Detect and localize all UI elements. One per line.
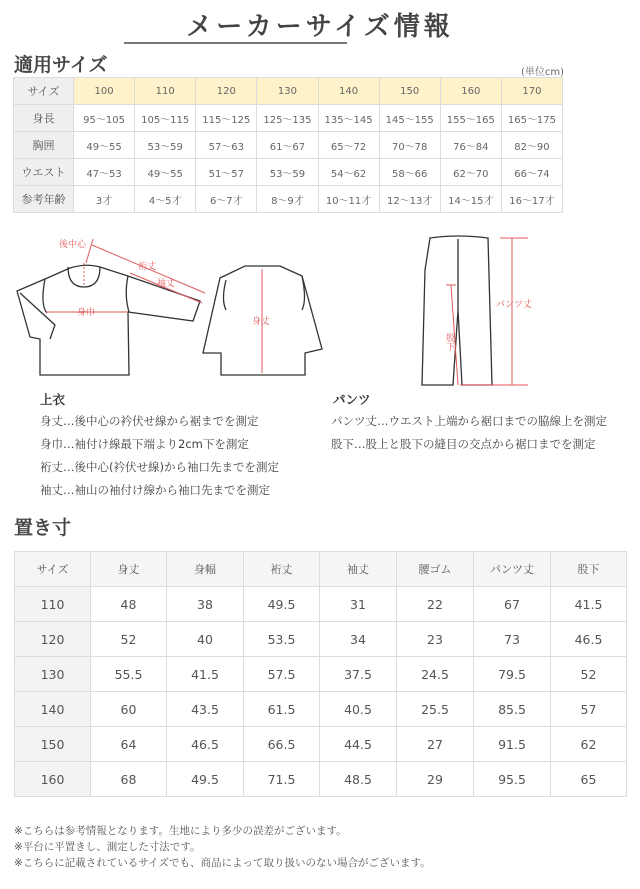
table-cell: 40.5 xyxy=(320,692,397,727)
column-header: 身丈 xyxy=(91,552,167,587)
size-cell: 140 xyxy=(318,78,379,105)
table-cell: 46.5 xyxy=(551,622,627,657)
table-cell: 27 xyxy=(397,727,474,762)
table-cell: 61〜67 xyxy=(257,132,318,159)
table-cell: 145〜155 xyxy=(379,105,440,132)
table-cell: 48 xyxy=(91,587,167,622)
table-row xyxy=(15,657,627,692)
table-cell: 49.5 xyxy=(167,762,244,797)
size-cell: 120 xyxy=(15,622,91,657)
pants-heading: パンツ xyxy=(333,392,371,407)
table-cell: 48.5 xyxy=(320,762,397,797)
table-cell: 52 xyxy=(551,657,627,692)
tops-line: 裄丈…後中心(衿伏せ線)から袖口先までを測定 xyxy=(40,460,279,474)
table-row xyxy=(15,587,627,622)
table-cell: 41.5 xyxy=(551,587,627,622)
column-header: サイズ xyxy=(15,552,91,587)
table-cell: 14〜15才 xyxy=(440,186,501,213)
size-cell: 150 xyxy=(379,78,440,105)
table-cell: 95.5 xyxy=(474,762,551,797)
tops-line: 身丈…後中心の衿伏せ線から裾までを測定 xyxy=(40,414,259,428)
applicable-size-heading: 適用サイズ xyxy=(14,54,108,76)
table-cell: 68 xyxy=(91,762,167,797)
pants-diagram xyxy=(400,225,560,395)
table-cell: 4〜5才 xyxy=(135,186,196,213)
page-title: メーカーサイズ情報 xyxy=(186,12,454,42)
size-cell: 120 xyxy=(196,78,257,105)
label-length: 身丈 xyxy=(252,317,271,327)
column-header: 袖丈 xyxy=(320,552,397,587)
table-cell: 16〜17才 xyxy=(501,186,562,213)
column-header: 身幅 xyxy=(167,552,244,587)
table-cell: 49〜55 xyxy=(74,132,135,159)
table-cell: 8〜9才 xyxy=(257,186,318,213)
table-cell: 51〜57 xyxy=(196,159,257,186)
header-cell: サイズ xyxy=(14,78,74,105)
table-cell: 76〜84 xyxy=(440,132,501,159)
table-cell: 62 xyxy=(551,727,627,762)
table-cell: 58〜66 xyxy=(379,159,440,186)
column-header: 股下 xyxy=(551,552,627,587)
pants-icon xyxy=(422,236,492,385)
table-cell: 22 xyxy=(397,587,474,622)
label-yuki: 裄丈 xyxy=(138,262,157,272)
table-cell: 65〜72 xyxy=(318,132,379,159)
row-label: 参考年齢 xyxy=(14,186,74,213)
table-cell: 64 xyxy=(91,727,167,762)
table-cell: 53〜59 xyxy=(257,159,318,186)
pants-line: 股下…股上と股下の縫目の交点から裾口までを測定 xyxy=(331,437,596,451)
table-row xyxy=(14,132,563,159)
table-cell: 125〜135 xyxy=(257,105,318,132)
table-header-row xyxy=(14,78,563,105)
table-row xyxy=(14,186,563,213)
flat-size-table xyxy=(14,551,627,797)
table-cell: 71.5 xyxy=(244,762,320,797)
table-cell: 34 xyxy=(320,622,397,657)
table-cell: 66.5 xyxy=(244,727,320,762)
table-cell: 57〜63 xyxy=(196,132,257,159)
table-cell: 62〜70 xyxy=(440,159,501,186)
column-header: 腰ゴム xyxy=(397,552,474,587)
flat-size-heading: 置き寸 xyxy=(14,517,72,539)
column-header: 裄丈 xyxy=(244,552,320,587)
size-cell: 140 xyxy=(15,692,91,727)
note-line: ※こちらに記載されているサイズでも、商品によって取り扱いのない場合がございます。 xyxy=(14,857,431,869)
table-cell: 43.5 xyxy=(167,692,244,727)
table-cell: 29 xyxy=(397,762,474,797)
table-header-row xyxy=(15,552,627,587)
table-cell: 37.5 xyxy=(320,657,397,692)
size-cell: 100 xyxy=(74,78,135,105)
table-cell: 38 xyxy=(167,587,244,622)
tops-heading: 上衣 xyxy=(40,392,66,407)
size-cell: 150 xyxy=(15,727,91,762)
table-cell: 155〜165 xyxy=(440,105,501,132)
table-cell: 79.5 xyxy=(474,657,551,692)
applicable-size-table xyxy=(13,77,563,213)
measurement-lines xyxy=(46,239,262,373)
table-cell: 82〜90 xyxy=(501,132,562,159)
table-cell: 24.5 xyxy=(397,657,474,692)
table-cell: 52 xyxy=(91,622,167,657)
table-cell: 12〜13才 xyxy=(379,186,440,213)
size-cell: 170 xyxy=(501,78,562,105)
table-cell: 73 xyxy=(474,622,551,657)
table-cell: 57.5 xyxy=(244,657,320,692)
table-row xyxy=(15,762,627,797)
size-cell: 110 xyxy=(135,78,196,105)
table-cell: 65 xyxy=(551,762,627,797)
note-line: ※平台に平置きし、測定した寸法です。 xyxy=(14,841,201,853)
table-cell: 49〜55 xyxy=(135,159,196,186)
unit-label: (単位cm) xyxy=(521,67,565,78)
table-row xyxy=(15,727,627,762)
table-cell: 10〜11才 xyxy=(318,186,379,213)
pants-line: パンツ丈…ウエスト上端から裾口までの脇線上を測定 xyxy=(331,414,607,428)
tops-line: 袖丈…袖山の袖付け線から袖口先までを測定 xyxy=(40,483,270,497)
row-label: ウエスト xyxy=(14,159,74,186)
table-cell: 3才 xyxy=(74,186,135,213)
table-cell: 66〜74 xyxy=(501,159,562,186)
size-cell: 160 xyxy=(15,762,91,797)
shirt-diagram xyxy=(0,225,340,385)
size-cell: 130 xyxy=(15,657,91,692)
table-cell: 25.5 xyxy=(397,692,474,727)
label-width: 身巾 xyxy=(77,308,96,318)
tops-line: 身巾…袖付け線最下端より2cm下を測定 xyxy=(40,437,249,451)
table-cell: 49.5 xyxy=(244,587,320,622)
table-cell: 70〜78 xyxy=(379,132,440,159)
table-cell: 53〜59 xyxy=(135,132,196,159)
column-header: パンツ丈 xyxy=(474,552,551,587)
table-cell: 47〜53 xyxy=(74,159,135,186)
table-cell: 41.5 xyxy=(167,657,244,692)
label-pants-length: パンツ丈 xyxy=(496,300,533,310)
title-underline xyxy=(124,42,347,44)
table-cell: 61.5 xyxy=(244,692,320,727)
table-cell: 95〜105 xyxy=(74,105,135,132)
table-cell: 57 xyxy=(551,692,627,727)
table-row xyxy=(15,622,627,657)
size-cell: 130 xyxy=(257,78,318,105)
label-inseam: 股下 xyxy=(444,333,454,351)
table-cell: 67 xyxy=(474,587,551,622)
row-label: 身長 xyxy=(14,105,74,132)
table-row xyxy=(14,105,563,132)
table-cell: 6〜7才 xyxy=(196,186,257,213)
table-cell: 40 xyxy=(167,622,244,657)
table-cell: 44.5 xyxy=(320,727,397,762)
table-cell: 85.5 xyxy=(474,692,551,727)
row-label: 胸囲 xyxy=(14,132,74,159)
label-back-center: 後中心 xyxy=(59,240,87,250)
table-cell: 31 xyxy=(320,587,397,622)
table-cell: 53.5 xyxy=(244,622,320,657)
size-cell: 110 xyxy=(15,587,91,622)
table-cell: 54〜62 xyxy=(318,159,379,186)
size-cell: 160 xyxy=(440,78,501,105)
note-line: ※こちらは参考情報となります。生地により多少の誤差がございます。 xyxy=(14,825,347,837)
table-cell: 135〜145 xyxy=(318,105,379,132)
table-cell: 91.5 xyxy=(474,727,551,762)
table-row xyxy=(15,692,627,727)
table-row xyxy=(14,159,563,186)
table-cell: 23 xyxy=(397,622,474,657)
table-cell: 46.5 xyxy=(167,727,244,762)
table-cell: 60 xyxy=(91,692,167,727)
table-cell: 55.5 xyxy=(91,657,167,692)
table-cell: 165〜175 xyxy=(501,105,562,132)
table-cell: 115〜125 xyxy=(196,105,257,132)
table-cell: 105〜115 xyxy=(135,105,196,132)
label-sleeve: 袖丈 xyxy=(157,279,176,289)
